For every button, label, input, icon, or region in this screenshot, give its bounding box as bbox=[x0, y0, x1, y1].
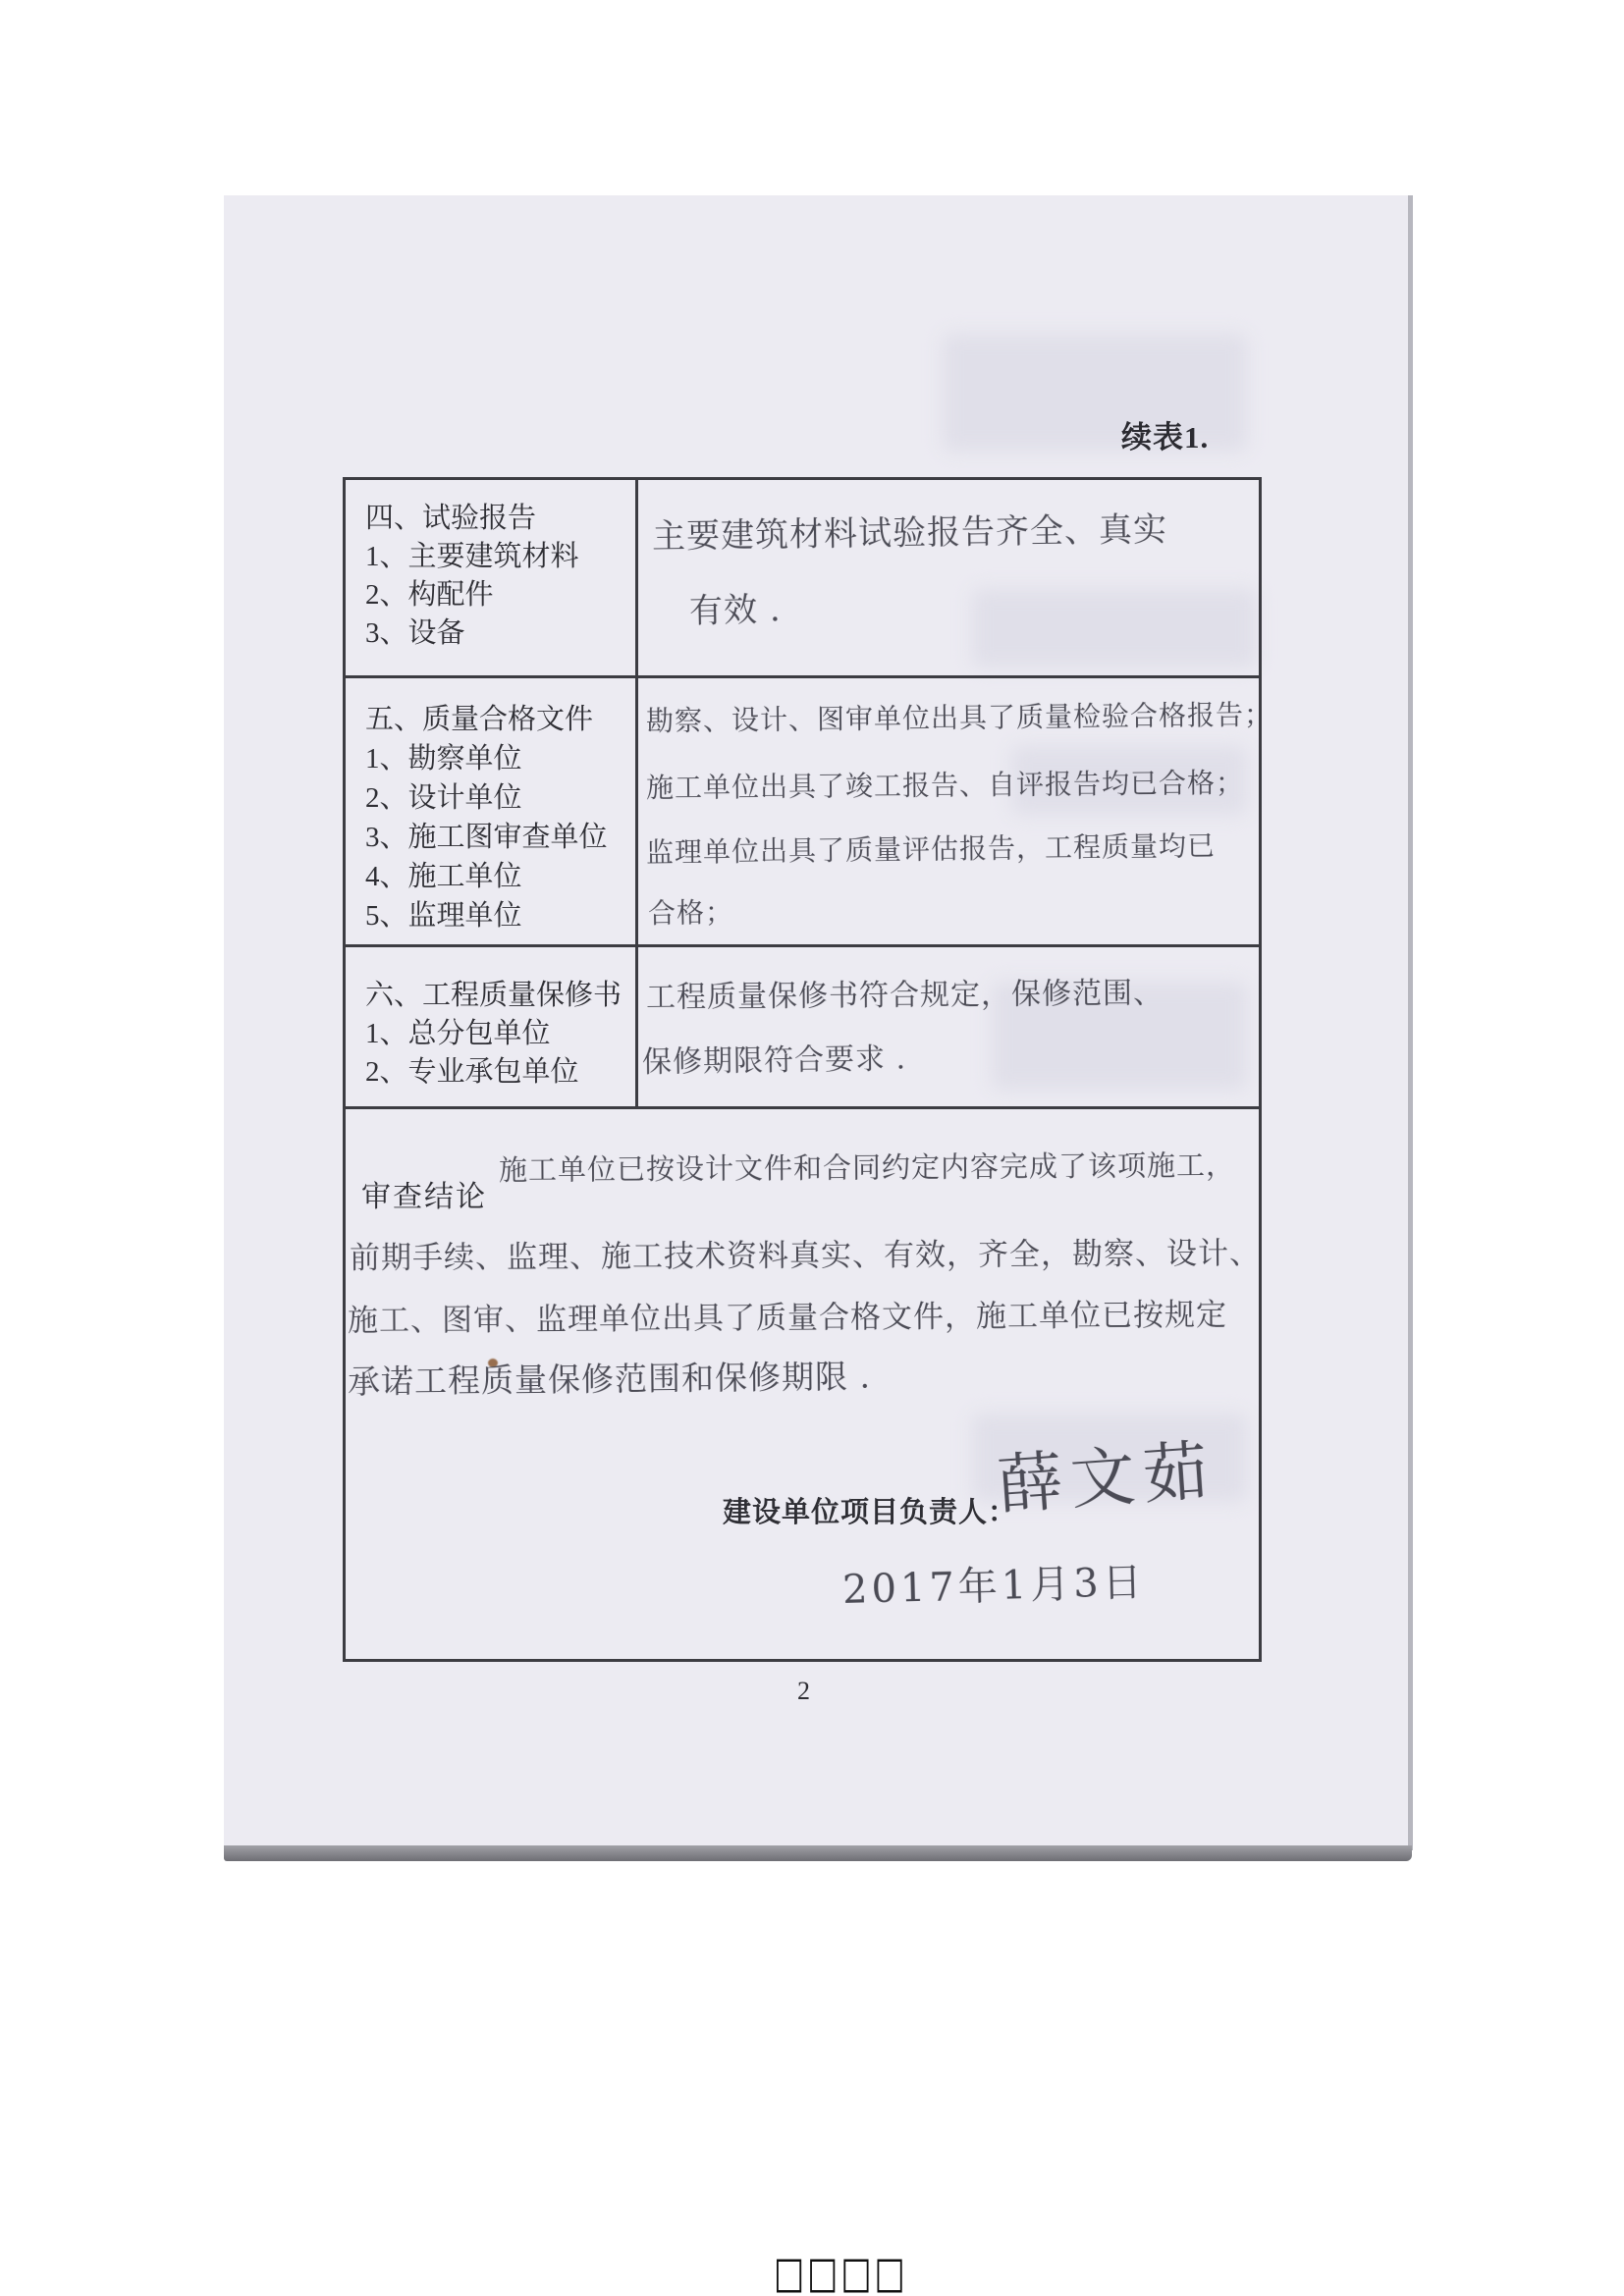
section-item: 2、设计单位 bbox=[365, 782, 522, 814]
table-row-test-reports bbox=[346, 480, 1259, 675]
handwriting-line: 有效 . bbox=[688, 590, 783, 631]
row-label-cell bbox=[346, 678, 638, 944]
handwriting-line: 承诺工程质量保修范围和保修期限 . bbox=[347, 1357, 872, 1401]
conclusion-label: 审查结论 bbox=[361, 1181, 487, 1213]
handwriting-line: 施工单位已按设计文件和合同约定内容完成了该项施工， bbox=[498, 1148, 1236, 1187]
section-item: 1、总分包单位 bbox=[365, 1018, 551, 1049]
section-title: 四、试验报告 bbox=[365, 503, 537, 534]
signature-label: 建设单位项目负责人： bbox=[723, 1497, 1018, 1528]
handwritten-entry-cell bbox=[638, 947, 1259, 1106]
handwriting-line: 保修期限符合要求 . bbox=[641, 1041, 907, 1080]
section-title: 五、质量合格文件 bbox=[365, 704, 594, 735]
section-item: 3、设备 bbox=[365, 617, 465, 649]
section-item: 1、勘察单位 bbox=[365, 743, 522, 774]
handwriting-line: 监理单位出具了质量评估报告，工程质量均已 bbox=[645, 828, 1217, 869]
row-label-cell bbox=[346, 480, 638, 675]
section-title: 六、工程质量保修书 bbox=[365, 980, 623, 1011]
table-row-review-conclusion bbox=[346, 1106, 1262, 1658]
page-number: 2 bbox=[797, 1677, 810, 1705]
section-item: 2、构配件 bbox=[365, 579, 494, 611]
section-item: 3、施工图审查单位 bbox=[365, 822, 608, 853]
handwritten-entry-cell bbox=[638, 678, 1273, 944]
handwriting-line: 施工、图审、监理单位出具了质量合格文件，施工单位已按规定 bbox=[347, 1297, 1228, 1339]
handwritten-date: 2017年1月3日 bbox=[841, 1559, 1147, 1613]
continuation-table-label: 续表1. bbox=[1121, 420, 1210, 454]
handwriting-line: 勘察、设计、图审单位出具了质量检验合格报告； bbox=[645, 698, 1273, 737]
handwriting-line: 合格； bbox=[647, 895, 734, 930]
handwriting-line: 施工单位出具了竣工报告、自评报告均已合格； bbox=[645, 766, 1245, 804]
footer-missing-glyph-boxes: □□□□ bbox=[774, 2246, 908, 2296]
section-item: 5、监理单位 bbox=[365, 900, 522, 932]
table-row-warranty bbox=[346, 944, 1259, 1106]
section-item: 4、施工单位 bbox=[365, 861, 522, 892]
review-table bbox=[343, 477, 1273, 1662]
row-label-cell bbox=[346, 947, 638, 1106]
handwriting-line: 主要建筑材料试验报告齐全、真实 bbox=[651, 509, 1168, 557]
section-item: 2、专业承包单位 bbox=[365, 1056, 579, 1088]
handwriting-line: 工程质量保修书符合规定，保修范围、 bbox=[645, 976, 1164, 1015]
handwritten-entry-cell bbox=[638, 480, 1259, 675]
handwriting-line: 前期手续、监理、施工技术资料真实、有效，齐全，勘察、设计、 bbox=[349, 1236, 1262, 1276]
handwritten-signature: 薛文茹 bbox=[995, 1432, 1218, 1523]
scan-bottom-edge-shadow bbox=[224, 1845, 1412, 1861]
section-item: 1、主要建筑材料 bbox=[365, 541, 579, 572]
table-row-quality-documents bbox=[346, 675, 1273, 944]
